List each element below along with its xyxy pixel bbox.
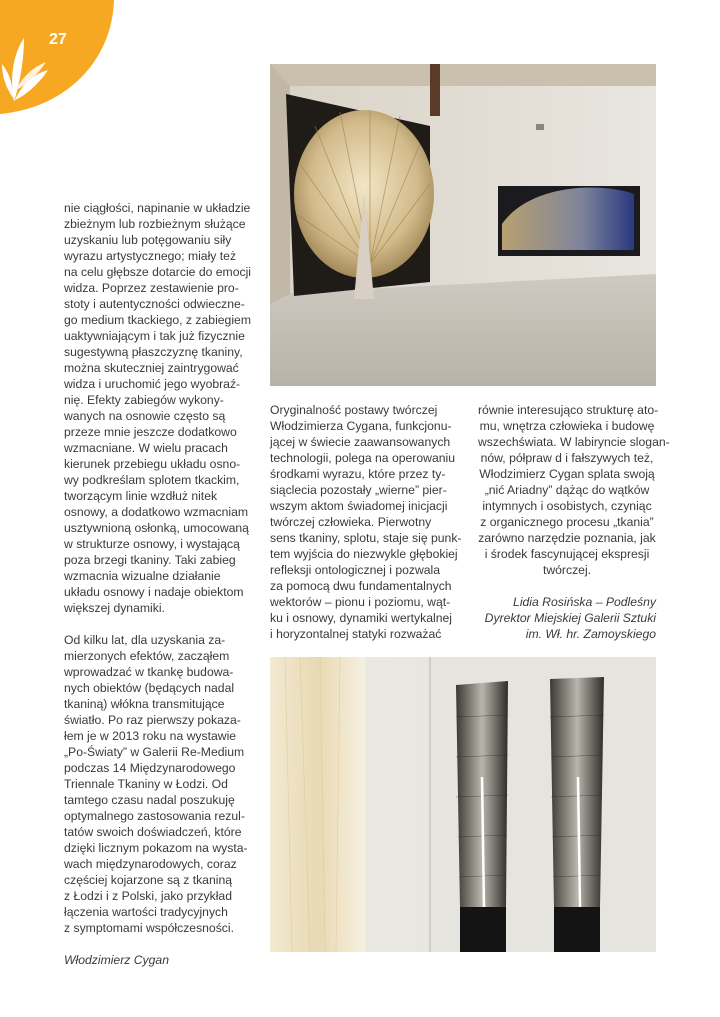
text-line: układu osnowy i nadaje obiektom — [64, 585, 244, 599]
paragraph-3 — [270, 402, 460, 642]
text-line: widza i uruchomić jego wyobraź- — [64, 377, 241, 391]
text-line: można skuteczniej zaintrygować — [64, 361, 239, 375]
text-line: w strukturze osnowy, i wystającą — [64, 537, 240, 551]
text-line: wy podkreślam splotem tkackim, — [64, 473, 240, 487]
text-line: Włodzimierz Cygan splata swoją — [479, 467, 655, 481]
text-line: z Łodzi i z Polski, jako przykład — [64, 889, 232, 903]
text-line: nych obiektów (będących nadal — [64, 681, 235, 695]
gallery-photo-fan-tapestry — [270, 64, 656, 386]
text-line: zarówno narzędzie poznania, jak — [478, 531, 656, 545]
text-line: tworzącym linie wzdłuż nitek — [64, 489, 218, 503]
text-line: osnowy, a dodatkowo wzmacniam — [64, 505, 249, 519]
text-line: częściej kojarzone są z tkaniną — [64, 873, 233, 887]
text-line: światło. Po raz pierwszy pokaza- — [64, 713, 241, 727]
text-line: za pomocą dwu fundamentalnych — [270, 579, 452, 593]
text-line: kierunek przebiegu układu osno- — [64, 457, 241, 471]
text-line: „Po-Światy” w Galerii Re-Medium — [64, 745, 245, 759]
text-line: wzmacnia wizualne działanie — [64, 569, 221, 583]
text-line: stoty i autentyczności odwieczne- — [64, 297, 245, 311]
text-line: Lidia Rosińska – Podleśny — [513, 595, 656, 609]
text-line: Dyrektor Miejskiej Galerii Sztuki — [484, 611, 656, 625]
text-line: wszechświata. W labiryncie slogan- — [478, 435, 670, 449]
text-line: nię. Efekty zabiegów wykony- — [64, 393, 224, 407]
text-line: refleksji ontologicznej i pozwala — [270, 563, 441, 577]
text-line: Oryginalność postawy twórczej — [270, 403, 438, 417]
text-line: intymnych i osobistych, czyniąc — [482, 499, 652, 513]
text-line: go medium tkackiego, z zabiegiem — [64, 313, 251, 327]
text-line: technologii, polega na operowaniu — [270, 451, 455, 465]
text-line: wszym aktom świadomej inicjacji — [270, 499, 448, 513]
text-line: łem je w 2013 roku na wystawie — [64, 729, 237, 743]
text-line: tatów swoich doświadczeń, które — [64, 825, 242, 839]
text-line: optymalnego zastosowania rezul- — [64, 809, 245, 823]
text-line: usztywnioną osłonką, umocowaną — [64, 521, 249, 535]
article-column-middle — [270, 402, 460, 642]
editor-signature — [478, 594, 656, 642]
paragraph-4 — [478, 402, 670, 578]
text-line: środkami wyrazu, które przez ty- — [270, 467, 446, 481]
page-number: 27 — [49, 31, 67, 48]
text-line: mierzonych efektów, zacząłem — [64, 649, 230, 663]
paragraph-1 — [64, 200, 249, 616]
text-line: nie ciągłości, napinanie w układzie — [64, 201, 251, 215]
text-line: łączenia wartości tradycyjnych — [64, 905, 228, 919]
text-line: wyrazu artystycznego; miały też — [64, 249, 237, 263]
text-line: widza. Poprzez zestawienie pro- — [64, 281, 239, 295]
text-line: przeze mnie jeszcze dodatkowo — [64, 425, 237, 439]
text-line: wprowadzać w tkankę budowa- — [64, 665, 234, 679]
text-line: z organicznego procesu „tkania” — [480, 515, 654, 529]
text-line: wektorów – pionu i poziomu, wąt- — [270, 595, 451, 609]
text-line: tamtego czasu nadal poszukuję — [64, 793, 235, 807]
text-line: podczas 14 Międzynarodowego — [64, 761, 236, 775]
text-line: mu, wnętrza człowieka i budowę — [479, 419, 655, 433]
text-line: tkaniną) włókna transmitujące — [64, 697, 225, 711]
text-line: zbieżnym lub rozbieżnym służące — [64, 217, 246, 231]
text-line: z symptomami współczesności. — [64, 921, 234, 935]
text-line: Włodzimierza Cygana, funkcjonu- — [270, 419, 452, 433]
text-line: i horyzontalnej statyki rozważać — [270, 627, 442, 641]
text-line: na celu głębsze dotarcie do emocji — [64, 265, 251, 279]
article-column-right — [478, 402, 670, 642]
text-line: i środek fascynującej ekspresji — [484, 547, 650, 561]
text-line: „nić Ariadny” dążąc do wątków — [484, 483, 650, 497]
author-signature: Włodzimierz Cygan — [64, 953, 169, 967]
text-line: wanych na osnowie często są — [64, 409, 226, 423]
leaf-sprout-icon — [0, 0, 120, 118]
text-line: jącej w świecie zaawansowanych — [270, 435, 451, 449]
text-line: ku i osnowy, dynamiki wertykalnej — [270, 611, 452, 625]
text-line: nów, półpraw d i fałszywych też, — [480, 451, 654, 465]
text-line: Od kilku lat, dla uzyskania za- — [64, 633, 226, 647]
article-column-left — [64, 200, 249, 968]
text-line: siąclecia pozostały „wierne” pier- — [270, 483, 447, 497]
text-line: im. Wł. hr. Zamoyskiego — [525, 627, 656, 641]
text-line: większej dynamiki. — [64, 601, 165, 615]
text-line: wach międzynarodowych, coraz — [64, 857, 237, 871]
text-line: wzmacniane. W wielu pracach — [64, 441, 228, 455]
gallery-photo-vertical-tapestries — [270, 657, 656, 952]
text-line: sens tkaniny, splotu, staje się punk- — [270, 531, 462, 545]
text-line: uzyskaniu lub potęgowaniu siły — [64, 233, 232, 247]
text-line: uaktywniającym i tak już fizycznie — [64, 329, 245, 343]
text-line: twórczej. — [542, 563, 592, 577]
text-line: Triennale Tkaniny w Łodzi. Od — [64, 777, 228, 791]
paragraph-2 — [64, 632, 249, 936]
text-line: poza brzegi tkaniny. Taki zabieg — [64, 553, 236, 567]
text-line: tem wyjścia do niezwykle głębokiej — [270, 547, 458, 561]
text-line: równie interesująco strukturę ato- — [478, 403, 659, 417]
text-line: twórczej człowieka. Pierwotny — [270, 515, 432, 529]
text-line: sugestywną płaszczyznę tkaniny, — [64, 345, 243, 359]
text-line: dzięki licznym pokazom na wysta- — [64, 841, 248, 855]
